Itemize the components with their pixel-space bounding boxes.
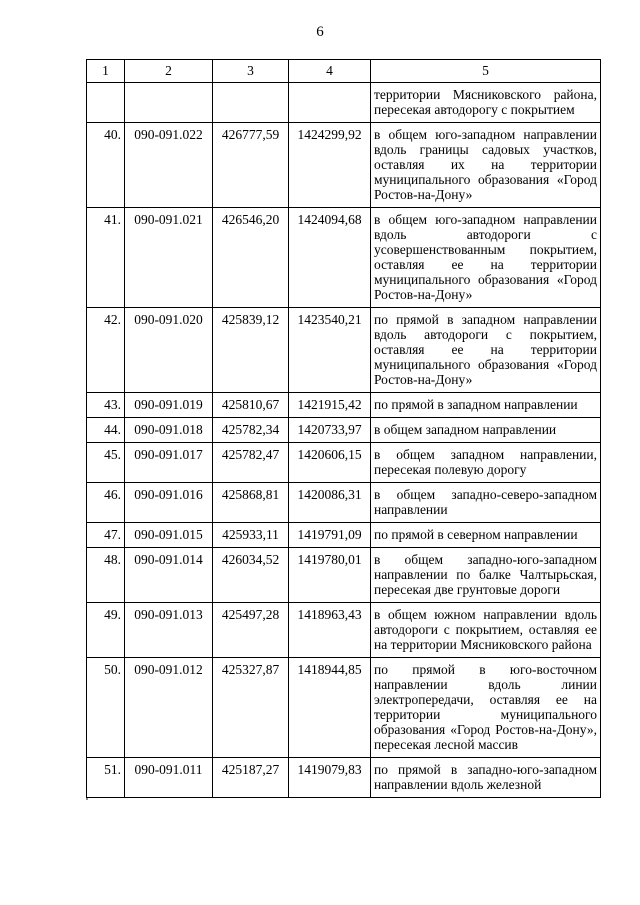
y-coordinate-cell: 1421915,42 xyxy=(289,393,371,418)
table-row xyxy=(87,603,601,658)
x-coordinate-cell: 425497,28 xyxy=(213,603,289,658)
header-col-3: 3 xyxy=(213,60,289,83)
scan-dot xyxy=(86,798,88,800)
x-coordinate-cell: 426034,52 xyxy=(213,548,289,603)
y-coordinate-cell: 1424299,92 xyxy=(289,123,371,208)
y-coordinate-cell: 1420086,31 xyxy=(289,483,371,523)
boundary-description-cell: по прямой в западном направлении xyxy=(371,393,601,418)
y-coordinate-cell: 1419791,09 xyxy=(289,523,371,548)
header-col-2: 2 xyxy=(125,60,213,83)
point-code-cell: 090-091.015 xyxy=(125,523,213,548)
row-number-cell: 48. xyxy=(87,548,125,603)
boundary-description-cell: по прямой в западно-юго-западном направлении вдоль железной xyxy=(371,758,601,798)
row-number-cell: 50. xyxy=(87,658,125,758)
boundary-description-cell: в общем западно-юго-западном направлении по балке Чалтырьская, пересекая две грунтовые дороги xyxy=(371,548,601,603)
y-coordinate-cell: 1420733,97 xyxy=(289,418,371,443)
table-row xyxy=(87,548,601,603)
table-row xyxy=(87,418,601,443)
x-coordinate-cell: 426546,20 xyxy=(213,208,289,308)
y-coordinate-cell: 1419079,83 xyxy=(289,758,371,798)
table-row xyxy=(87,443,601,483)
y-coordinate-cell: 1418963,43 xyxy=(289,603,371,658)
x-coordinate-cell: 425782,47 xyxy=(213,443,289,483)
point-code-cell: 090-091.021 xyxy=(125,208,213,308)
row-number-cell: 44. xyxy=(87,418,125,443)
point-code-cell: 090-091.016 xyxy=(125,483,213,523)
row-number-cell: 49. xyxy=(87,603,125,658)
table-row xyxy=(87,208,601,308)
x-coordinate-cell: 425933,11 xyxy=(213,523,289,548)
y-coordinate-cell: 1419780,01 xyxy=(289,548,371,603)
row-number-cell: 41. xyxy=(87,208,125,308)
point-code-cell xyxy=(125,83,213,123)
boundary-description-cell: по прямой в юго-восточном направлении вдоль линии электропередачи, оставляя ее на территории муниципального образования «Город Ростов-на-Дону», пересекая лесной массив xyxy=(371,658,601,758)
table-row xyxy=(87,483,601,523)
table-row xyxy=(87,658,601,758)
x-coordinate-cell: 425187,27 xyxy=(213,758,289,798)
table-row xyxy=(87,308,601,393)
point-code-cell: 090-091.022 xyxy=(125,123,213,208)
page-number: 6 xyxy=(316,24,324,40)
point-code-cell: 090-091.011 xyxy=(125,758,213,798)
x-coordinate-cell: 425810,67 xyxy=(213,393,289,418)
y-coordinate-cell: 1418944,85 xyxy=(289,658,371,758)
row-number-cell: 47. xyxy=(87,523,125,548)
row-number-cell: 42. xyxy=(87,308,125,393)
table-row xyxy=(87,123,601,208)
row-number-cell: 40. xyxy=(87,123,125,208)
x-coordinate-cell: 425839,12 xyxy=(213,308,289,393)
row-number-cell xyxy=(87,83,125,123)
boundary-description-cell: в общем западном направлении, пересекая полевую дорогу xyxy=(371,443,601,483)
table-row xyxy=(87,83,601,123)
x-coordinate-cell: 425868,81 xyxy=(213,483,289,523)
x-coordinate-cell xyxy=(213,83,289,123)
boundary-description-cell: в общем западно-северо-западном направлении xyxy=(371,483,601,523)
boundary-description-cell: по прямой в западном направлении вдоль автодороги с покрытием, оставляя ее на территории муниципального образования «Город Ростов-на-Дону» xyxy=(371,308,601,393)
point-code-cell: 090-091.012 xyxy=(125,658,213,758)
point-code-cell: 090-091.017 xyxy=(125,443,213,483)
row-number-cell: 51. xyxy=(87,758,125,798)
table-row xyxy=(87,523,601,548)
x-coordinate-cell: 425782,34 xyxy=(213,418,289,443)
row-number-cell: 45. xyxy=(87,443,125,483)
row-number-cell: 46. xyxy=(87,483,125,523)
row-number-cell: 43. xyxy=(87,393,125,418)
point-code-cell: 090-091.013 xyxy=(125,603,213,658)
y-coordinate-cell xyxy=(289,83,371,123)
header-col-4: 4 xyxy=(289,60,371,83)
point-code-cell: 090-091.019 xyxy=(125,393,213,418)
table-row xyxy=(87,758,601,798)
boundary-description-cell: по прямой в северном направлении xyxy=(371,523,601,548)
y-coordinate-cell: 1424094,68 xyxy=(289,208,371,308)
header-col-5: 5 xyxy=(371,60,601,83)
header-col-1: 1 xyxy=(87,60,125,83)
point-code-cell: 090-091.020 xyxy=(125,308,213,393)
table-header-row xyxy=(87,60,601,83)
boundary-table xyxy=(86,59,601,798)
table-row xyxy=(87,393,601,418)
x-coordinate-cell: 425327,87 xyxy=(213,658,289,758)
boundary-description-cell: в общем юго-западном направлении вдоль автодороги с усовершенствованным покрытием, оставляя ее на территории муниципального образования «Город Ростов-на-Дону» xyxy=(371,208,601,308)
y-coordinate-cell: 1420606,15 xyxy=(289,443,371,483)
y-coordinate-cell: 1423540,21 xyxy=(289,308,371,393)
boundary-description-cell: территории Мясниковского района, пересекая автодорогу с покрытием xyxy=(371,83,601,123)
point-code-cell: 090-091.014 xyxy=(125,548,213,603)
point-code-cell: 090-091.018 xyxy=(125,418,213,443)
boundary-description-cell: в общем западном направлении xyxy=(371,418,601,443)
boundary-description-cell: в общем южном направлении вдоль автодороги с покрытием, оставляя ее на территории Мясниковского района xyxy=(371,603,601,658)
x-coordinate-cell: 426777,59 xyxy=(213,123,289,208)
boundary-description-cell: в общем юго-западном направлении вдоль границы садовых участков, оставляя их на территории муниципального образования «Город Ростов-на-Дону» xyxy=(371,123,601,208)
